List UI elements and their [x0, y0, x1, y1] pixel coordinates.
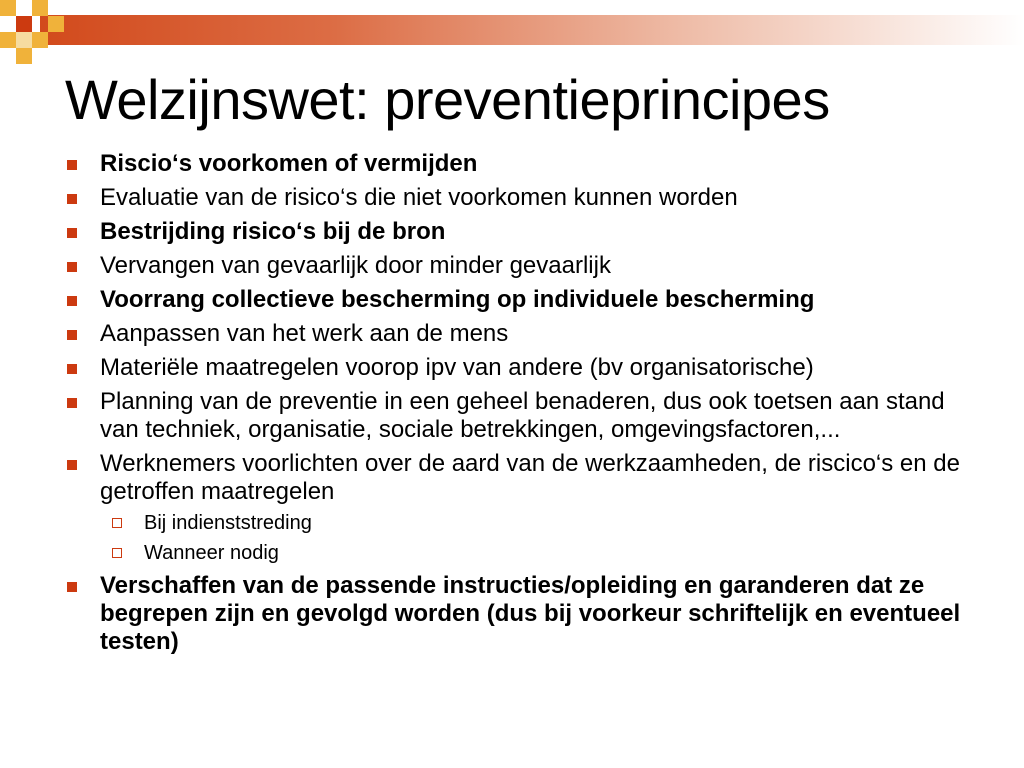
- bullet-text: Werknemers voorlichten over de aard van de werkzaamheden, de riscico‘s en de getroffen maatregelen: [100, 450, 960, 505]
- square-bullet-icon: [67, 228, 77, 238]
- square-bullet-icon: [67, 582, 77, 592]
- bullet-text: Bestrijding risico‘s bij de bron: [100, 218, 446, 245]
- bullet-text: Aanpassen van het werk aan de mens: [100, 320, 509, 347]
- sub-bullet-item: [100, 510, 984, 536]
- square-bullet-icon: [67, 330, 77, 340]
- bullet-text: Materiële maatregelen voorop ipv van andere (bv organisatorische): [100, 354, 814, 381]
- sub-bullet-item: [100, 540, 984, 566]
- header-gradient-bar: [40, 15, 1024, 45]
- hollow-square-bullet-icon: [112, 518, 122, 528]
- decor-square: [16, 32, 32, 48]
- bullet-item: [64, 388, 984, 444]
- bullet-item: [64, 286, 984, 314]
- square-bullet-icon: [67, 194, 77, 204]
- bullet-text: Evaluatie van de risico‘s die niet voorkomen kunnen worden: [100, 184, 738, 211]
- bullet-text: Vervangen van gevaarlijk door minder gevaarlijk: [100, 252, 611, 279]
- decor-square: [0, 0, 16, 16]
- slide-content: [64, 150, 984, 662]
- square-bullet-icon: [67, 364, 77, 374]
- bullet-text: Riscio‘s voorkomen of vermijden: [100, 150, 478, 177]
- bullet-item: [64, 320, 984, 348]
- decor-square: [0, 32, 16, 48]
- decor-square: [16, 48, 32, 64]
- bullet-item: [64, 572, 984, 656]
- decor-square: [32, 32, 48, 48]
- square-bullet-icon: [67, 160, 77, 170]
- square-bullet-icon: [67, 460, 77, 470]
- sub-bullet-text: Wanneer nodig: [144, 542, 279, 564]
- hollow-square-bullet-icon: [112, 548, 122, 558]
- bullet-item: [64, 252, 984, 280]
- bullet-item: [64, 450, 984, 566]
- slide-title: Welzijnswet: preventieprincipes: [65, 68, 830, 131]
- decor-square: [16, 16, 32, 32]
- bullet-list: [64, 150, 984, 656]
- sub-bullet-text: Bij indienststreding: [144, 512, 312, 534]
- bullet-text: Verschaffen van de passende instructies/opleiding en garanderen dat ze begrepen zijn en gevolgd worden (dus bij voorkeur schriftelijk en eventueel testen): [100, 572, 961, 655]
- square-bullet-icon: [67, 262, 77, 272]
- square-bullet-icon: [67, 398, 77, 408]
- square-bullet-icon: [67, 296, 77, 306]
- bullet-item: [64, 354, 984, 382]
- decor-square: [32, 0, 48, 16]
- sub-bullet-list: [100, 510, 984, 566]
- bullet-item: [64, 150, 984, 178]
- decor-square: [48, 16, 64, 32]
- bullet-text: Voorrang collectieve bescherming op individuele bescherming: [100, 286, 815, 313]
- bullet-text: Planning van de preventie in een geheel benaderen, dus ook toetsen aan stand van techniek, organisatie, sociale betrekkingen, omgevingsfactoren,...: [100, 388, 945, 443]
- bullet-item: [64, 218, 984, 246]
- bullet-item: [64, 184, 984, 212]
